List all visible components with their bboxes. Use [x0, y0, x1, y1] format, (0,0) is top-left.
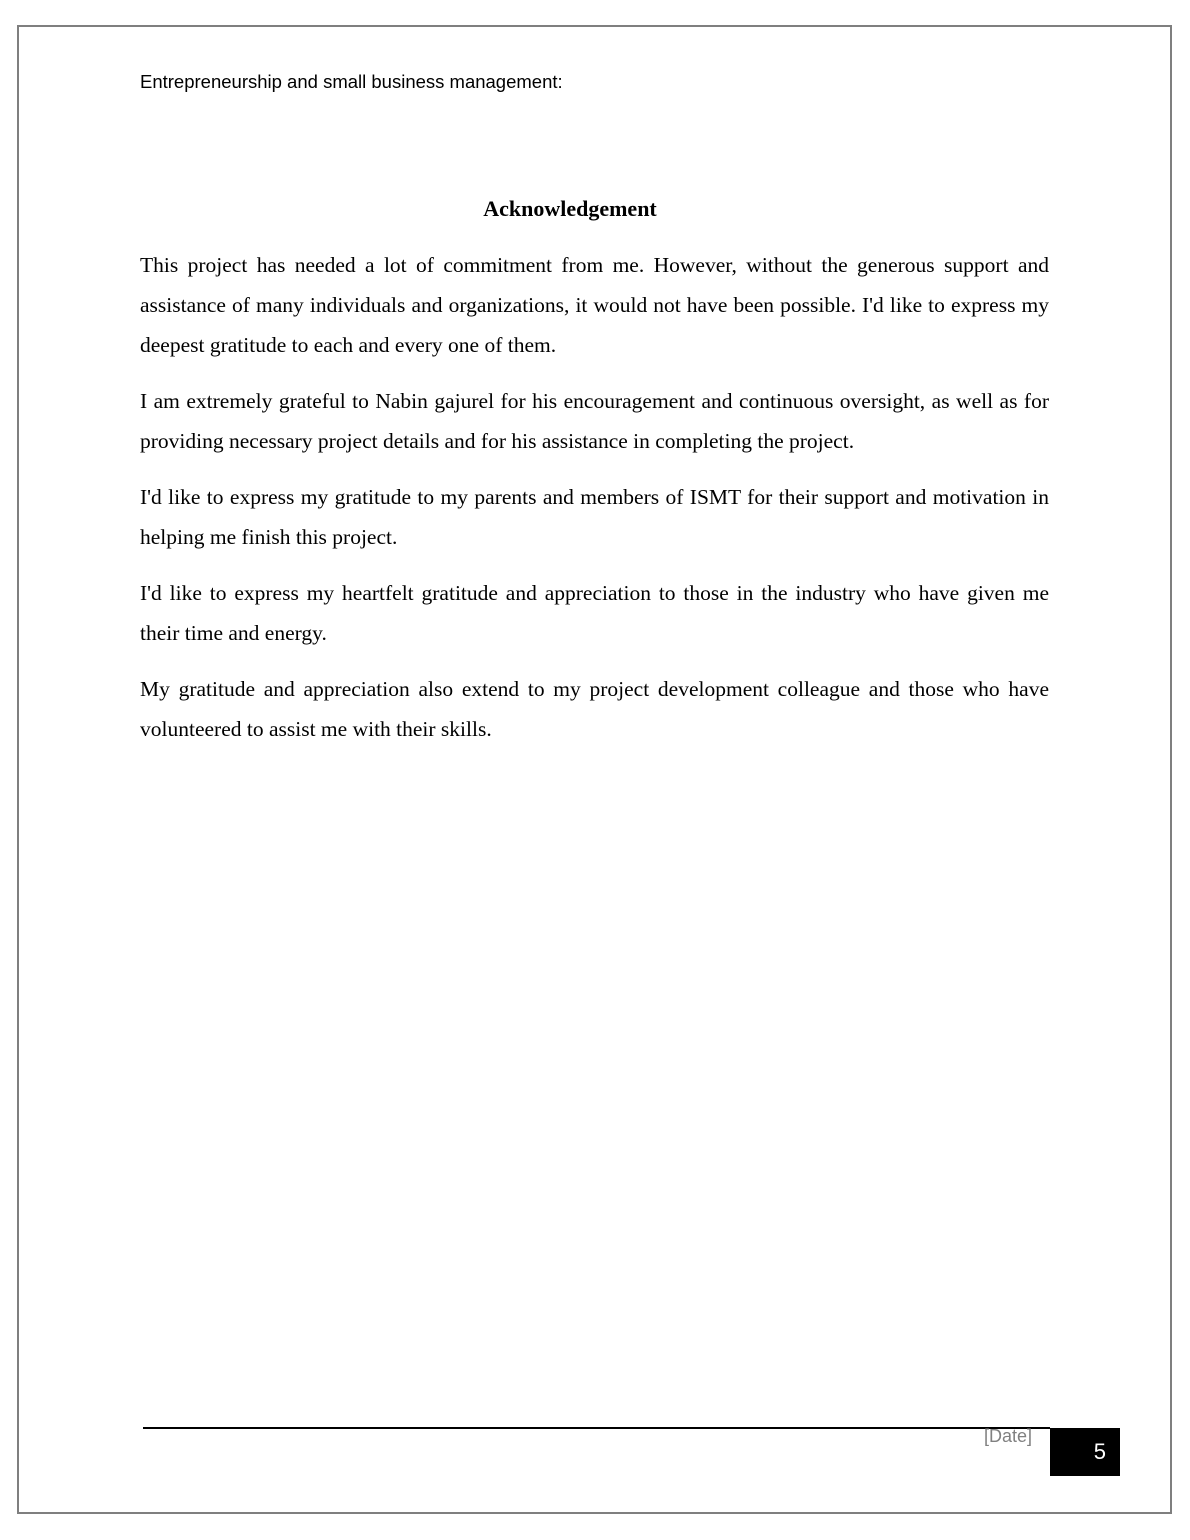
page-number-label: 5	[1093, 1439, 1106, 1464]
paragraph: I'd like to express my heartfelt gratitude and appreciation to those in the industry who have given me their time and energy.	[140, 581, 1049, 645]
page-title: Acknowledgement	[483, 196, 657, 221]
paragraph: My gratitude and appreciation also extend to my project development colleague and those who have volunteered to assist me with their skills.	[140, 677, 1049, 741]
footer-rule	[143, 1427, 1050, 1429]
running-header: Entrepreneurship and small business management:	[140, 71, 563, 92]
paragraph: I'd like to express my gratitude to my parents and members of ISMT for their support and motivation in helping me finish this project.	[140, 485, 1049, 549]
document-body	[140, 245, 1049, 765]
footer-date: [Date]	[983, 1426, 1032, 1446]
paragraph: I am extremely grateful to Nabin gajurel for his encouragement and continuous oversight, as well as for providing necessary project details and for his assistance in completing the project.	[140, 389, 1049, 453]
page-number	[1050, 1428, 1120, 1476]
paragraph: This project has needed a lot of commitment from me. However, without the generous support and assistance of many individuals and organizations, it would not have been possible. I'd like to express my deepest gratitude to each and every one of them.	[140, 253, 1049, 357]
